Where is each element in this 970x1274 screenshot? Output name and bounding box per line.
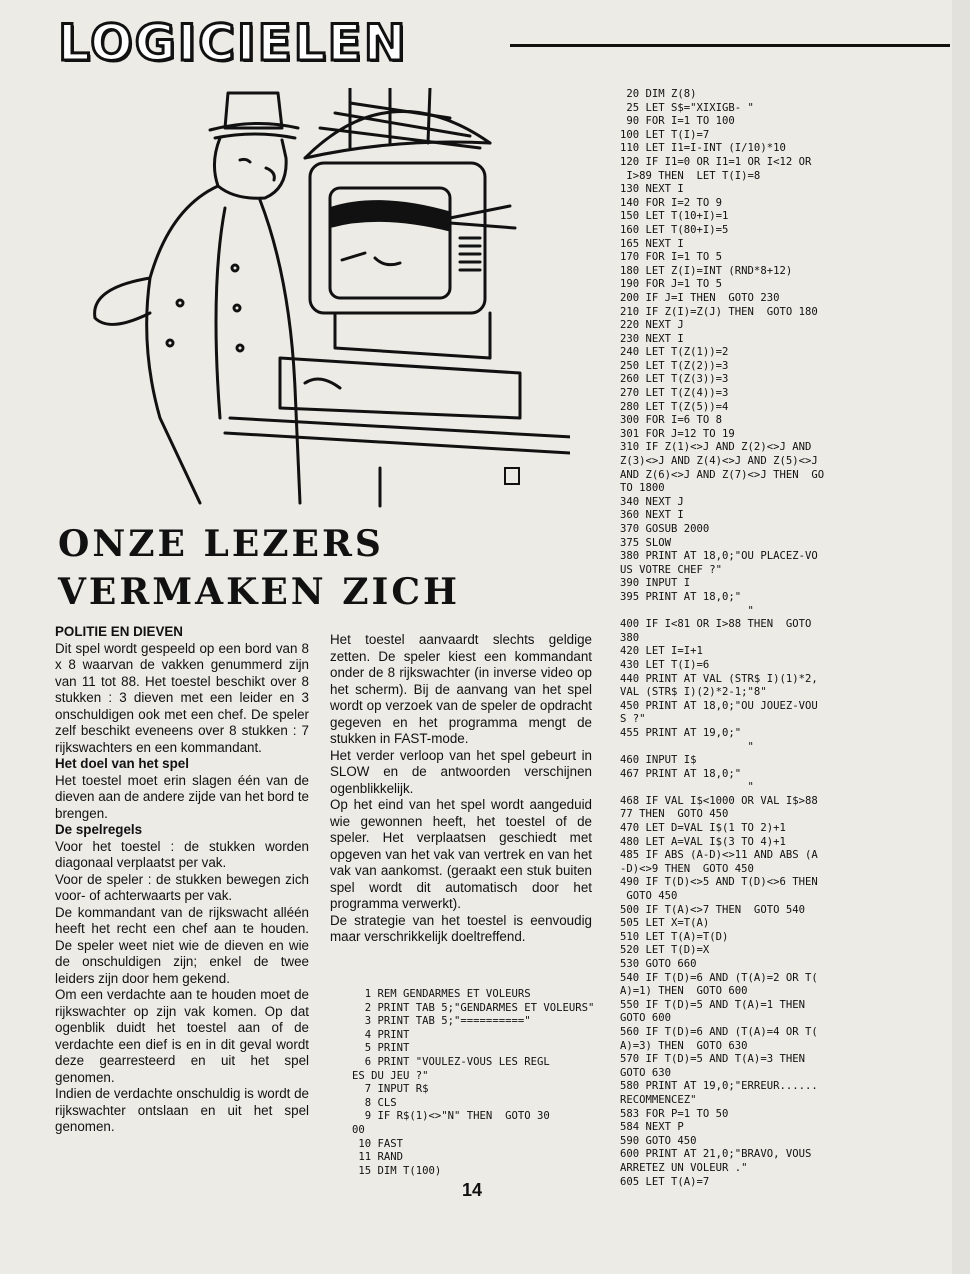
program-listing-part-2: 20 DIM Z(8) 25 LET S$="XIXIGB- " 90 FOR I=1 TO 100 100 LET T(I)=7 110 LET I1=I-INT (I/10)*10 120 IF I1=0 OR I1=1 OR I<12 OR I>89 THEN LET T(I)=8 130 NEXT I 140 FOR I=2 TO 9 150 LET T(10+I)=1 160 LET T(80+I)=5 165 NEXT I 170 FOR I=1 TO 5 180 LET Z(I)=INT (RND*8+12) 190 FOR J=1 TO 5 200 IF J=I THEN GOTO 230 210 IF Z(I)=Z(J) THEN GOTO 180 220 NEXT J 230 NEXT I 240 LET T(Z(1))=2 250 LET T(Z(2))=3 260 LET T(Z(3))=3 270 LET T(Z(4))=3 280 LET T(Z(5))=4 300 FOR I=6 TO 8 301 FOR J=12 TO 19 310 IF Z(1)<>J AND Z(2)<>J AND Z(3)<>J AND Z(4)<>J AND Z(5)<>J AND Z(6)<>J AND Z(7)<>J THEN GO TO 1800 340 NEXT J 360 NEXT I 370 GOSUB 2000 375 SLOW 380 PRINT AT 18,0;"OU PLACEZ-VO US VOTRE CHEF ?" 390 INPUT I 395 PRINT AT 18,0;" " 400 IF I<81 OR I>88 THEN GOTO 380 420 LET I=I+1 430 LET T(I)=6 440 PRINT AT VAL (STR$ I)(1)*2, VAL (STR$ I)(2)*2-1;"8" 450 PRINT AT 18,0;"OU JOUEZ-VOU S ?" 455 PRINT AT 19,0;" " 460 INPUT I$ 467 PRINT AT 18,0;" " 468 IF VAL I$<1000 OR VAL I$>88 77 THEN GOTO 450 470 LET D=VAL I$(1 TO 2)+1 480 LET A=VAL I$(3 TO 4)+1 485 IF ABS (A-D)<>11 AND ABS (A -D)<>9 THEN GOTO 450 490 IF T(D)<>5 AND T(D)<>6 THEN GOTO 450 500 IF T(A)<>7 THEN GOTO 540 505 LET X=T(A) 510 LET T(A)=T(D) 520 LET T(D)=X 530 GOTO 660 540 IF T(D)=6 AND (T(A)=2 OR T( A)=1) THEN GOTO 600 550 IF T(D)=5 AND T(A)=1 THEN GOTO 600 560 IF T(D)=6 AND (T(A)=4 OR T( A)=3) THEN GOTO 630 570 IF T(D)=5 AND T(A)=3 THEN GOTO 630 580 PRINT AT 19,0;"ERREUR...... RECOMMENCEZ" 583 FOR P=1 TO 50 584 NEXT P 590 GOTO 450 600 PRINT AT 21,0;"BRAVO, VOUS ARRETEZ UN VOLEUR ." 605 LET T(A)=7 xyxy=(620,88,825,1188)
article-column-2 xyxy=(330,632,592,946)
goal-heading: Het doel van het spel xyxy=(55,756,189,771)
rule-paragraph: Voor het toestel : de stukken worden diagonaal verplaatst per vak. xyxy=(55,838,309,870)
rule-paragraph: Voor de speler : de stukken bewegen zich voor- of achterwaarts per vak. xyxy=(55,871,309,903)
article-paragraph: Het toestel aanvaardt slechts geldige zetten. De speler kiest een kommandant onder de 8 rijkswachter (in inverse video op het scherm). Bij de aanvang van het spel wordt op verzoek van de speler de opdracht gegeven en het programma mengt de stukken in FAST-mode. xyxy=(330,632,592,746)
page-edge xyxy=(952,0,970,1274)
rule-paragraph: Indien de verdachte onschuldig is wordt de rijkswachter ontslaan en uit het spel genomen. xyxy=(55,1086,309,1134)
computer-base xyxy=(335,313,490,358)
article-intro: Dit spel wordt gespeeld op een bord van 8 x 8 waarvan de vakken genummerd zijn van 11 tot 88. Het toestel beschikt over 8 stukken : 3 dieven met een leider en 3 onschuldigen ook met een chef. De speler zelf beschikt eveneens over 8 stukken : 7 rijkswachters en een kommandant. xyxy=(55,640,309,755)
program-listing-part-1: 1 REM GENDARMES ET VOLEURS 2 PRINT TAB 5;"GENDARMES ET VOLEURS" 3 PRINT TAB 5;"==========" 4 PRINT 5 PRINT 6 PRINT "VOULEZ-VOUS LES REGL ES DU JEU ?" 7 INPUT R$ 8 CLS 9 IF R$(1)<>"N" THEN GOTO 30 00 10 FAST 11 RAND 15 DIM T(100) xyxy=(352,988,595,1177)
header-rule xyxy=(510,44,950,47)
policeman-head xyxy=(214,138,286,198)
article-paragraph: Het verder verloop van het spel gebeurt in SLOW en de antwoorden verschijnen ogenblikkelijk. xyxy=(330,747,592,796)
rules-heading: De spelregels xyxy=(55,822,143,837)
article-paragraph: De strategie van het toestel is eenvoudig maar verschrikkelijk doeltreffend. xyxy=(330,912,592,944)
burglar-mask xyxy=(332,202,450,230)
headline-line-2: VERMAKEN ZICH xyxy=(58,571,461,613)
rule-paragraph: Om een verdachte aan te houden moet de rijkswachter op zijn vak komen. Op dat ogenblik duidt het toestel aan of de verdachte een dief is en in dit geval wordt deze gearresteerd en uit het spel genomen. xyxy=(55,987,309,1085)
headline xyxy=(58,520,460,616)
article-paragraph: Op het eind van het spel wordt aangeduid wie gewonnen heeft, het toestel of de speler. Het verplaatsen geschiedt met opgeven van het vak van vertrek en van het vak van aankomst. (geraakt een stuk buiten spel wordt dit automatisch door het programma verwerkt). xyxy=(330,797,592,911)
policeman-coat xyxy=(147,186,218,503)
section-title: LOGICIELEN xyxy=(58,14,408,72)
goal-text: Het toestel moet erin slagen één van de dieven aan de andere zijde van het bord te brengen. xyxy=(55,772,309,821)
page-number: 14 xyxy=(462,1180,483,1200)
article-title: POLITIE EN DIEVEN xyxy=(55,624,183,639)
rule-paragraph: De kommandant van de rijkswacht alléén heeft het recht een chef aan te houden. De speler weet niet wie de dieven en wie de onschuldigen zijn; enkel de twee leiders zijn door hem gekend. xyxy=(55,904,309,986)
article-column-1 xyxy=(55,624,309,1136)
headline-line-1: ONZE LEZERS xyxy=(58,523,384,565)
cartoon-illustration xyxy=(50,88,570,508)
